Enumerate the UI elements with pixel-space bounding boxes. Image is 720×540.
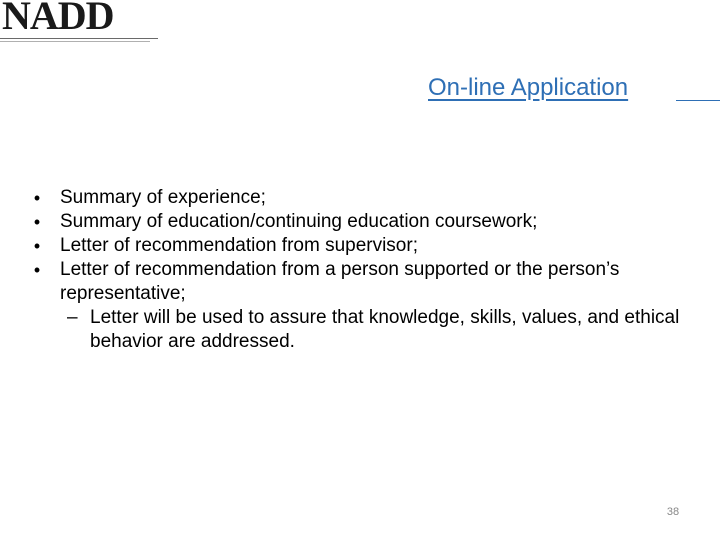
list-item (30, 258, 680, 306)
nadd-logo (0, 0, 160, 42)
bullet-icon: • (33, 188, 41, 208)
logo-text: NADD (2, 0, 114, 38)
list-item-text: Summary of experience; (60, 187, 266, 208)
list-item (30, 210, 680, 234)
title-underline-trail (676, 100, 720, 101)
bullet-icon: • (33, 260, 41, 280)
bullet-icon: • (33, 212, 41, 232)
bullet-list (30, 186, 680, 354)
list-item-text: Summary of education/continuing education coursework; (60, 211, 538, 232)
dash-icon: – (67, 307, 78, 328)
bullet-icon: • (33, 236, 41, 256)
sub-list-item-text: Letter will be used to assure that knowledge, skills, values, and ethical behavior are addressed. (90, 307, 680, 352)
list-item (30, 186, 680, 210)
slide-title: On-line Application (428, 74, 629, 101)
sub-list-item (30, 306, 680, 354)
list-item-text: Letter of recommendation from supervisor; (60, 235, 418, 256)
list-item-text: Letter of recommendation from a person supported or the person’s representative; (60, 259, 620, 304)
logo-underline-secondary (0, 41, 150, 42)
logo-underline (0, 38, 158, 39)
list-item (30, 234, 680, 258)
page-number: 38 (666, 506, 680, 518)
